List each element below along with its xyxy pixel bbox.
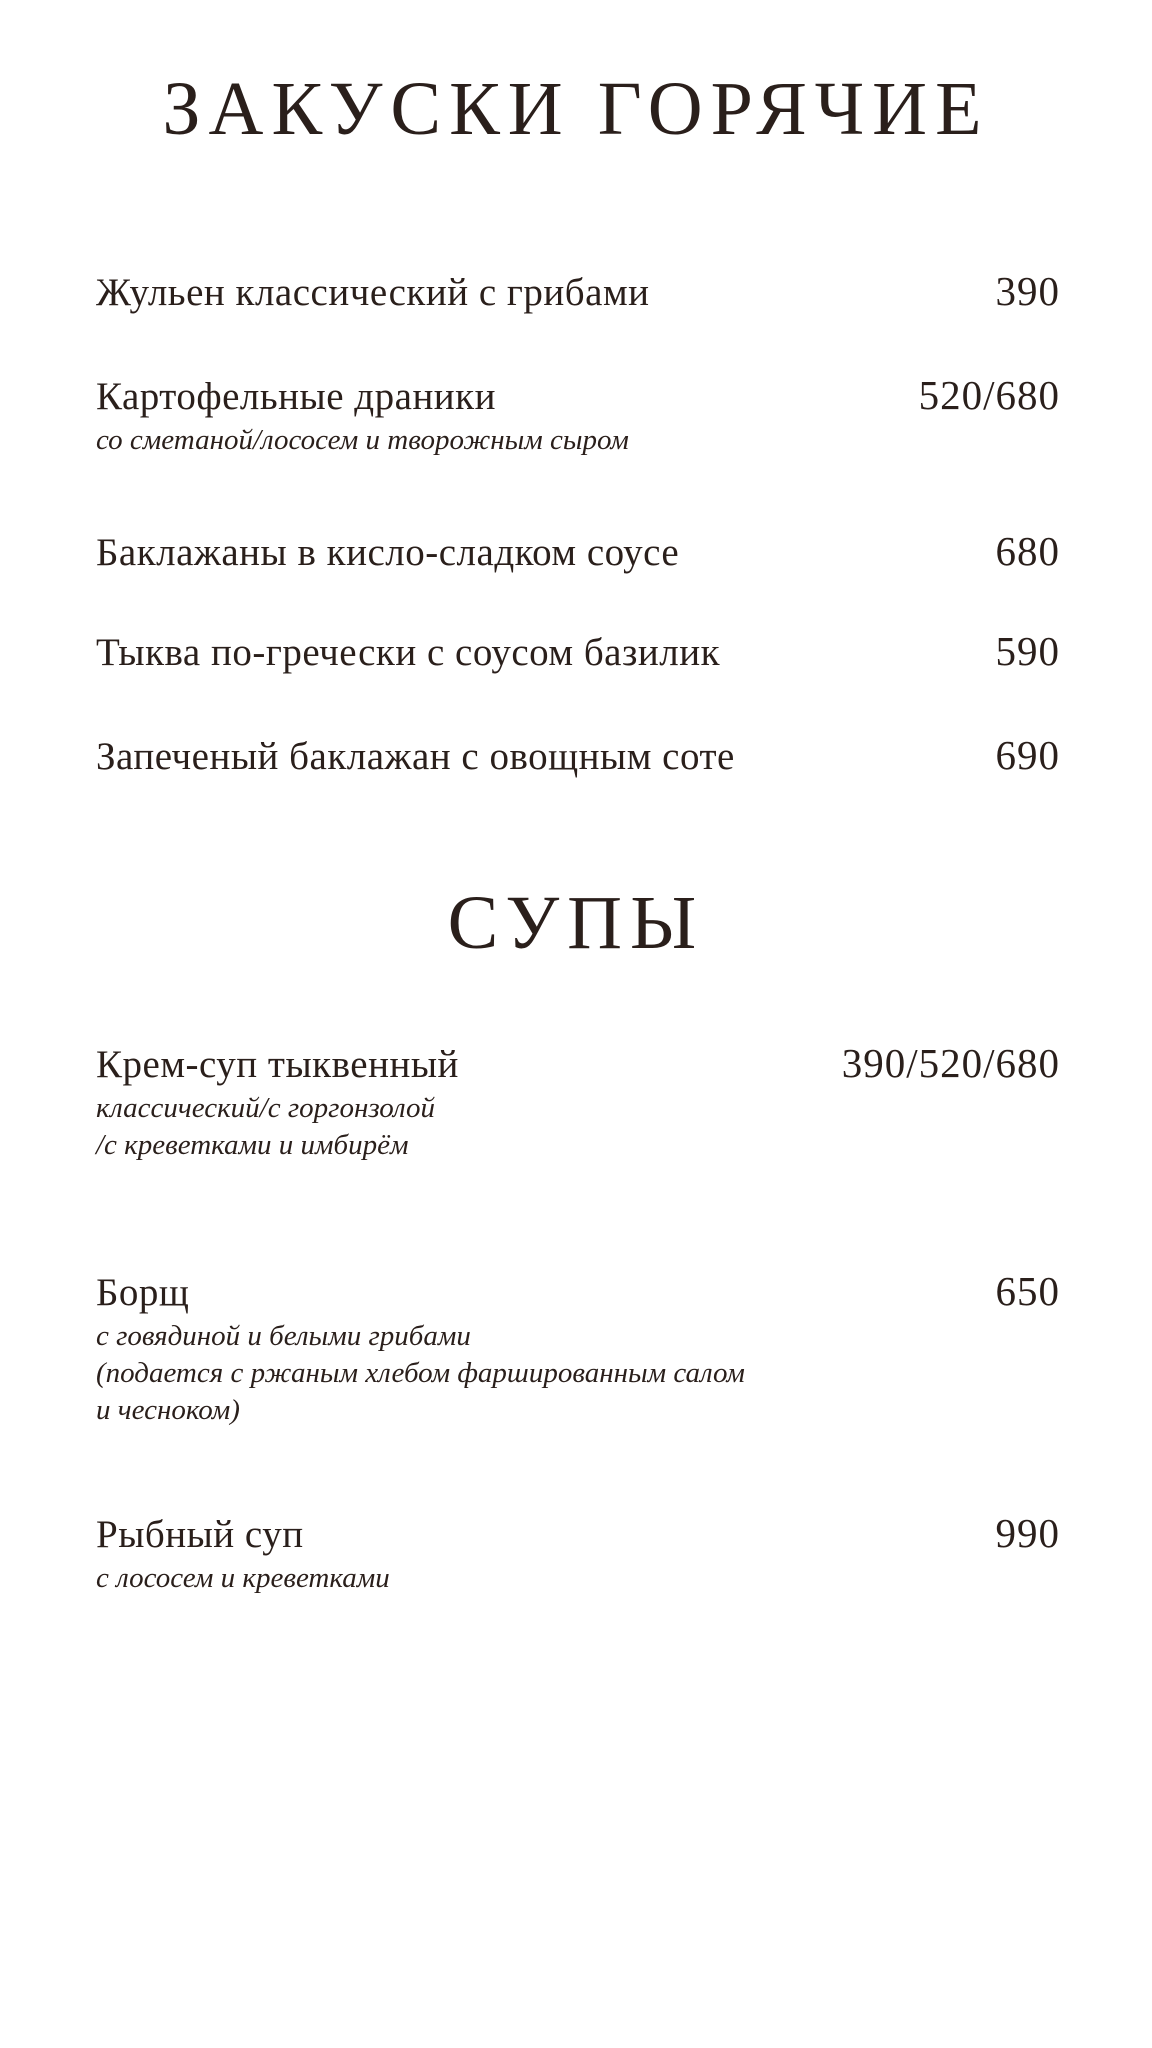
menu-item xyxy=(96,268,1060,316)
menu-item-name: Крем-суп тыквенный xyxy=(96,1043,459,1086)
menu-item-name: Баклажаны в кисло-сладком соусе xyxy=(96,531,680,574)
menu-item-description-line: со сметаной/лососем и творожным сыром xyxy=(96,423,629,456)
menu-item-description-line: классический/с горгонзолой xyxy=(96,1091,436,1124)
menu-item-description xyxy=(96,1560,1060,1597)
menu-item-price: 690 xyxy=(995,732,1060,778)
menu-item-name: Тыква по-гречески с соусом базилик xyxy=(96,631,721,674)
menu-item-description-line: и чесноком) xyxy=(96,1393,240,1426)
menu-item-price: 590 xyxy=(995,628,1060,674)
menu-item-description-line: /с креветками и имбирём xyxy=(96,1128,409,1161)
menu-item xyxy=(96,628,1060,676)
menu-item xyxy=(96,732,1060,780)
menu-item-description xyxy=(96,1318,1060,1429)
menu-item-description-line: с лососем и креветками xyxy=(96,1561,390,1594)
menu-item-name: Жульен классический с грибами xyxy=(96,271,650,314)
menu-item-description xyxy=(96,422,1060,459)
menu-item-price: 650 xyxy=(995,1268,1060,1314)
menu-item-name: Рыбный суп xyxy=(96,1513,304,1556)
menu-item-price: 520/680 xyxy=(918,372,1060,418)
menu-item-description-line: (подается с ржаным хлебом фаршированным салом xyxy=(96,1356,745,1389)
menu-item-name: Борщ xyxy=(96,1271,190,1314)
menu-item-name: Картофельные драники xyxy=(96,375,496,418)
menu-item-price: 680 xyxy=(995,528,1060,574)
menu-item xyxy=(96,528,1060,576)
menu-item-price: 990 xyxy=(995,1510,1060,1556)
menu-item-price: 390/520/680 xyxy=(841,1040,1060,1086)
menu-item-price: 390 xyxy=(995,268,1060,314)
menu-item-name: Запеченый баклажан с овощным соте xyxy=(96,735,735,778)
menu-item xyxy=(96,1268,1060,1429)
section-title-hot-appetizers: ЗАКУСКИ ГОРЯЧИЕ xyxy=(162,67,990,151)
menu-item xyxy=(96,1510,1060,1597)
menu-item-description xyxy=(96,1090,1060,1164)
menu-item xyxy=(96,372,1060,459)
menu-item-description-line: с говядиной и белыми грибами xyxy=(96,1319,471,1352)
menu-item xyxy=(96,1040,1060,1164)
section-title-soups: СУПЫ xyxy=(447,881,705,965)
